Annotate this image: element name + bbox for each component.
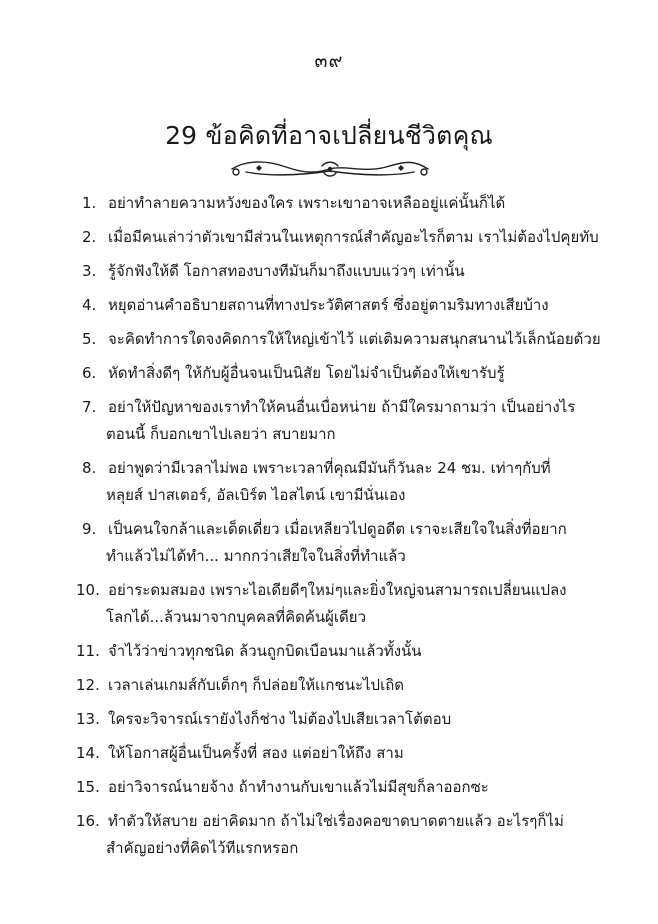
item-text: เมื่อมีคนเล่าว่าตัวเขามีส่วนในเหตุการณ์สำคัญอะไรก็ตาม เราไม่ต้องไปคุยทับ bbox=[108, 228, 599, 246]
item-text: หัดทำสิ่งดีๆ ให้กับผู้อื่นจนเป็นนิสัย โดยไม่จำเป็นต้องให้เขารับรู้ bbox=[108, 364, 505, 382]
item-text: จะคิดทำการใดจงคิดการให้ใหญ่เข้าไว้ แต่เติมความสนุกสนานไว้เล็กน้อยด้วย bbox=[108, 330, 601, 348]
item-text-continued: โลกได้...ล้วนมาจากบุคคลที่คิดค้นผู้เดียว bbox=[106, 608, 366, 626]
list-item bbox=[0, 394, 658, 448]
item-number: 5. bbox=[82, 330, 97, 348]
list-item bbox=[0, 774, 658, 801]
item-number: 8. bbox=[82, 459, 97, 477]
item-text: อย่าระดมสมอง เพราะไอเดียดีๆใหม่ๆและยิ่งใหญ่จนสามารถเปลี่ยนแปลง bbox=[108, 581, 567, 599]
item-number: 10. bbox=[76, 581, 100, 599]
item-number: 13. bbox=[76, 710, 100, 728]
item-text: อย่าพูดว่ามีเวลาไม่พอ เพราะเวลาที่คุณมีมันก็วันละ 24 ชม. เท่าๆกับที่ bbox=[108, 459, 551, 477]
list-item bbox=[0, 224, 658, 251]
item-text-continued: ทำแล้วไม่ได้ทำ... มากกว่าเสียใจในสิ่งที่ทำแล้ว bbox=[106, 547, 406, 565]
item-text: ใครจะวิจารณ์เรายังไงก็ช่าง ไม่ต้องไปเสียเวลาโต้ตอบ bbox=[108, 710, 452, 728]
item-text: จำไว้ว่าข่าวทุกชนิด ล้วนถูกบิดเบือนมาแล้วทั้งนั้น bbox=[108, 642, 422, 660]
list-item bbox=[0, 638, 658, 665]
item-number: 4. bbox=[82, 296, 97, 314]
item-number: 2. bbox=[82, 228, 97, 246]
item-number: 12. bbox=[76, 676, 100, 694]
item-text: ทำตัวให้สบาย อย่าคิดมาก ถ้าไม่ใช่เรื่องคอขาดบาดตายแล้ว อะไรๆก็ไม่ bbox=[108, 812, 564, 830]
list-item bbox=[0, 360, 658, 387]
item-number: 14. bbox=[76, 744, 100, 762]
item-number: 15. bbox=[76, 778, 100, 796]
item-number: 3. bbox=[82, 262, 97, 280]
list-item bbox=[0, 808, 658, 862]
list-item bbox=[0, 190, 658, 217]
list-item bbox=[0, 516, 658, 570]
item-text: อย่าทำลายความหวังของใคร เพราะเขาอาจเหลืออยู่แค่นั้นก็ได้ bbox=[108, 194, 506, 212]
item-text-continued: หลุยส์ ปาสเตอร์, อัลเบิร์ต ไอสไตน์ เขามีนั่นเอง bbox=[106, 486, 406, 504]
list-item bbox=[0, 326, 658, 353]
list-item bbox=[0, 577, 658, 631]
list-item bbox=[0, 292, 658, 319]
item-text-continued: สำคัญอย่างที่คิดไว้ทีแรกหรอก bbox=[106, 839, 299, 857]
list-item bbox=[0, 672, 658, 699]
page-number: ๓๙ bbox=[314, 50, 344, 72]
item-text: ให้โอกาสผู้อื่นเป็นครั้งที่ สอง แต่อย่าให้ถึง สาม bbox=[108, 744, 404, 762]
item-number: 9. bbox=[82, 520, 97, 538]
item-number: 11. bbox=[76, 642, 100, 660]
item-number: 1. bbox=[82, 194, 97, 212]
item-text: อย่าวิจารณ์นายจ้าง ถ้าทำงานกับเขาแล้วไม่มีสุขก็ลาออกซะ bbox=[108, 778, 489, 796]
item-text: รู้จักฟังให้ดี โอกาสทองบางทีมันก็มาถึงแบบแว่วๆ เท่านั้น bbox=[108, 262, 465, 280]
list-item bbox=[0, 740, 658, 767]
advice-list bbox=[0, 190, 658, 862]
item-number: 6. bbox=[82, 364, 97, 382]
item-text: เวลาเล่นเกมส์กับเด็กๆ ก็ปล่อยให้เเกชนะไปเถิด bbox=[108, 676, 405, 694]
page-title: 29 ข้อคิดที่อาจเปลี่ยนชีวิตคุณ bbox=[165, 121, 493, 150]
item-text: เป็นคนใจกล้าและเด็ดเดี่ยว เมื่อเหลียวไปดูอดีต เราจะเสียใจในสิ่งที่อยาก bbox=[108, 520, 567, 538]
item-number: 16. bbox=[76, 812, 100, 830]
list-item bbox=[0, 706, 658, 733]
decorative-flourish-icon bbox=[226, 158, 434, 180]
item-text: อย่าให้ปัญหาของเราทำให้คนอื่นเบื่อหน่าย ถ้ามีใครมาถามว่า เป็นอย่างไร bbox=[108, 398, 576, 416]
list-item bbox=[0, 455, 658, 509]
item-text-continued: ตอนนี้ ก็บอกเขาไปเลยว่า สบายมาก bbox=[106, 425, 336, 443]
list-item bbox=[0, 258, 658, 285]
item-number: 7. bbox=[82, 398, 97, 416]
item-text: หยุดอ่านคำอธิบายสถานที่ทางประวัติศาสตร์ ซึ่งอยู่ตามริมทางเสียบ้าง bbox=[108, 296, 549, 314]
